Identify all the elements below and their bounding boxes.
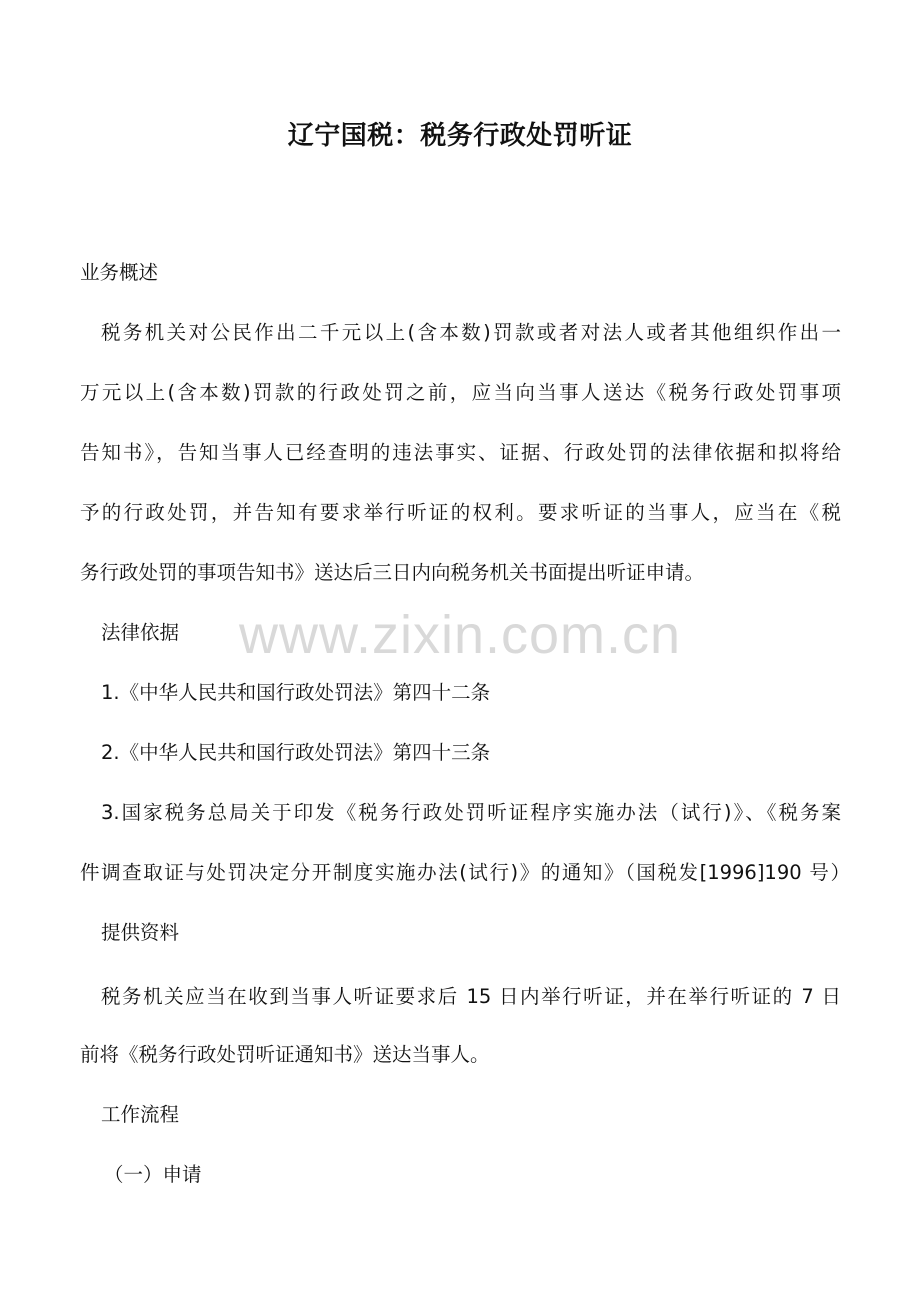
list-item-continuation: 件调查取证与处罚决定分开制度实施办法(试行)》的通知》（国税发[1996]190 号） <box>80 861 850 884</box>
section-heading-legal-basis: 法律依据 <box>101 621 180 644</box>
paragraph-line: 务行政处罚的事项告知书》送达后三日内向税务机关书面提出听证申请。 <box>80 561 705 584</box>
paragraph-line: 予的行政处罚，并告知有要求举行听证的权利。要求听证的当事人，应当在《税 <box>80 501 841 524</box>
subsection-heading-application: （一）申请 <box>104 1163 202 1186</box>
paragraph-line: 万元以上(含本数)罚款的行政处罚之前，应当向当事人送达《税务行政处罚事项 <box>80 381 841 404</box>
paragraph-line: 告知书》，告知当事人已经查明的违法事实、证据、行政处罚的法律依据和拟将给 <box>80 441 841 464</box>
section-heading-overview: 业务概述 <box>80 261 159 284</box>
paragraph-line: 税务机关应当在收到当事人听证要求后 15 日内举行听证，并在举行听证的 7 日 <box>101 985 841 1008</box>
list-item: 2.《中华人民共和国行政处罚法》第四十三条 <box>101 741 491 764</box>
list-item: 1.《中华人民共和国行政处罚法》第四十二条 <box>101 681 491 704</box>
paragraph-line: 税务机关对公民作出二千元以上(含本数)罚款或者对法人或者其他组织作出一 <box>101 321 841 344</box>
list-item: 3.国家税务总局关于印发《税务行政处罚听证程序实施办法（试行)》、《税务案 <box>101 801 841 824</box>
paragraph-line: 前将《税务行政处罚听证通知书》送达当事人。 <box>80 1043 490 1066</box>
watermark: www.zixin.com.cn <box>238 605 682 665</box>
document-title: 辽宁国税：税务行政处罚听证 <box>287 121 633 151</box>
section-heading-materials: 提供资料 <box>101 921 180 944</box>
section-heading-workflow: 工作流程 <box>101 1103 180 1126</box>
